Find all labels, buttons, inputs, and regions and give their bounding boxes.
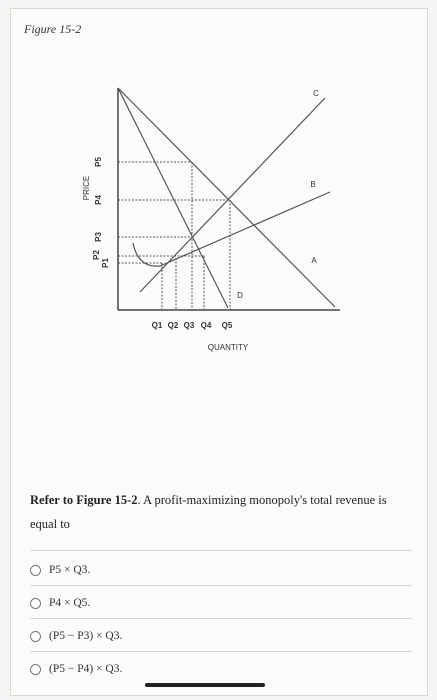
answer-option-1[interactable] — [30, 559, 90, 581]
radio-button[interactable] — [30, 664, 41, 675]
answer-option-label: (P5 − P3) × Q3. — [49, 630, 123, 642]
figure-title: Figure 15-2 — [24, 22, 82, 36]
answer-option-2[interactable] — [30, 592, 90, 614]
radio-button[interactable] — [30, 565, 41, 576]
figure-reference: Figure 15-2 — [76, 493, 138, 507]
axis-y-label: PRICE — [82, 175, 91, 201]
marginal-revenue-curve-d — [118, 88, 228, 308]
axis-x-label: QUANTITY — [207, 343, 249, 352]
answer-option-3[interactable] — [30, 625, 122, 647]
label-q3: Q3 — [183, 321, 195, 330]
curve-label-d: D — [237, 291, 243, 300]
divider — [30, 550, 412, 551]
question-body: . A profit-maximizing monopoly's total revenue is equal to — [30, 493, 387, 531]
answer-option-label: (P5 − P4) × Q3. — [49, 663, 123, 675]
radio-button[interactable] — [30, 598, 41, 609]
label-p5: P5 — [94, 157, 103, 167]
curve-label-a: A — [311, 256, 317, 265]
answer-option-label: P5 × Q3. — [49, 564, 91, 576]
answer-option-label: P4 × Q5. — [49, 597, 91, 609]
label-p2: P2 — [92, 250, 101, 260]
label-p1: P1 — [101, 258, 110, 268]
label-q4: Q4 — [200, 321, 212, 330]
label-q2: Q2 — [167, 321, 179, 330]
answer-option-4[interactable] — [30, 658, 122, 680]
label-p3: P3 — [94, 232, 103, 242]
curve-label-c: C — [313, 89, 319, 98]
curve-label-b: B — [310, 180, 316, 189]
label-q5: Q5 — [221, 321, 233, 330]
label-p4: P4 — [94, 195, 103, 205]
question-text — [30, 488, 405, 536]
divider — [30, 585, 412, 586]
divider — [30, 618, 412, 619]
home-indicator — [145, 683, 265, 687]
divider — [30, 651, 412, 652]
question-prefix: Refer to — [30, 493, 77, 507]
label-q1: Q1 — [151, 321, 163, 330]
radio-button[interactable] — [30, 631, 41, 642]
